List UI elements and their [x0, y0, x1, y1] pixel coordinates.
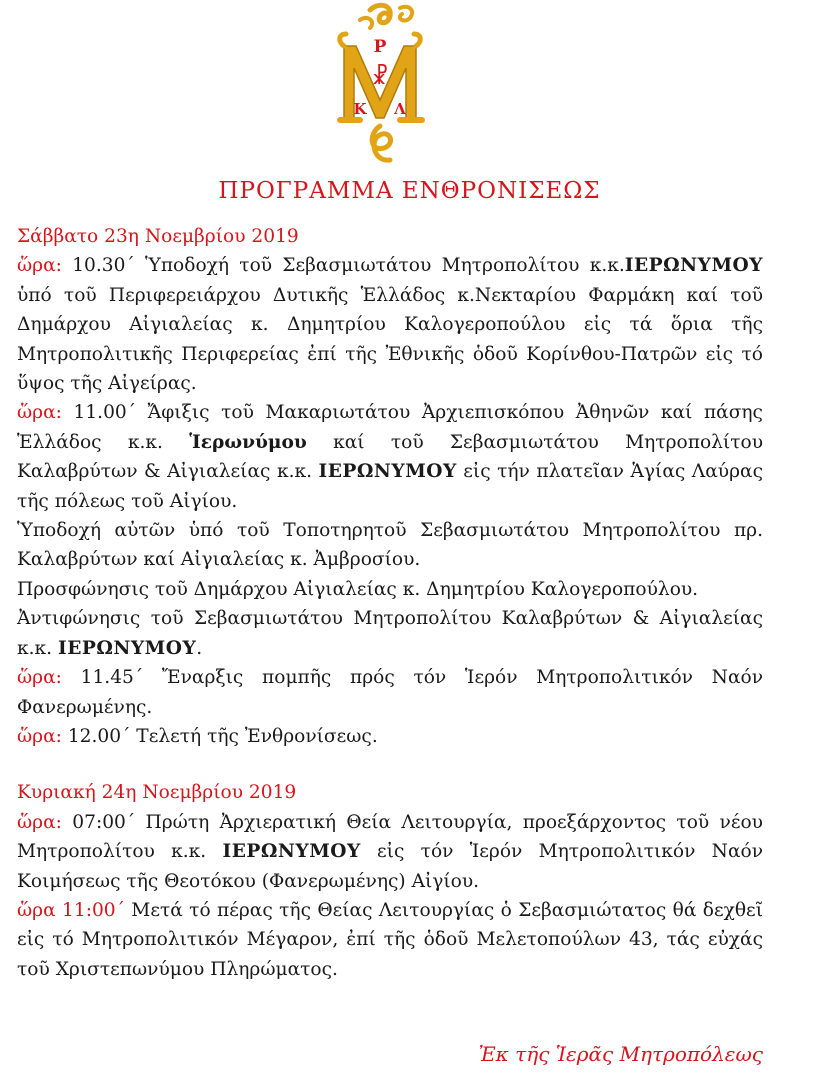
item-text: εἰς τήν πλατεῖαν Ἁγίας Λαύρας τῆς πόλεως τοῦ Αἰγίου. — [17, 461, 763, 512]
time-value: 11.45΄ — [80, 667, 144, 689]
reply-paragraph — [17, 604, 763, 663]
hour-label: ὥρα — [17, 899, 56, 921]
saturday-item-2 — [17, 398, 763, 516]
saturday-item-4 — [17, 722, 763, 751]
item-text: Ἀντιφώνησις τοῦ Σεβασμιωτάτου Μητροπολίτου Καλαβρύτων & Αἰγιαλείας κ.κ. — [17, 608, 763, 659]
footer-signature: Ἐκ τῆς Ἱερᾶς Μητροπόλεως — [478, 1042, 763, 1066]
item-text: Πρώτη Ἀρχιερατική Θεία Λειτουργία, προεξάρχοντος τοῦ νέου Μητροπολίτου κ.κ. — [17, 811, 763, 863]
time-value: 11.00΄ — [73, 402, 137, 424]
program-body — [17, 222, 763, 984]
sunday-heading: Κυριακή 24η Νοεμβρίου 2019 — [17, 782, 297, 804]
item-text: ὑπό τοῦ Περιφερειάρχου Δυτικῆς Ἑλλάδος κ.Νεκταρίου Φαρμάκη καί τοῦ Δημάρχου Αἰγιαλείας κ. Δημητρίου Καλογεροπούλου εἰς τά ὅρια τῆς Μητροπολιτικῆς Περιφερείας ἐπί τῆς Ἐθνικῆς ὁδοῦ Κορίνθου-Πατρῶν εἰς τό ὕψος τῆς Αἰγείρας. — [17, 284, 763, 395]
saturday-item-1 — [17, 251, 763, 398]
time-value: 12.00΄ — [67, 725, 131, 747]
address-paragraph: Προσφώνησις τοῦ Δημάρχου Αἰγιαλείας κ. Δημητρίου Καλογεροπούλου. — [17, 578, 699, 600]
item-text: καί τοῦ Σεβασμιωτάτου Μητροπολίτου Καλαβρύτων & Αἰγιαλείας κ.κ. — [17, 431, 763, 483]
hour-label: ὥρα: — [17, 811, 62, 833]
metropolitan-name: ΙΕΡΩΝΥΜΟΥ — [318, 461, 457, 483]
page-title: ΠΡΟΓΡΑΜΜΑ ΕΝΘΡΟΝΙΣΕΩΣ — [218, 178, 601, 204]
archbishop-name: Ἱερωνύμου — [189, 431, 307, 453]
logo-rho-letter: Ρ — [373, 37, 387, 57]
item-text: Ἄφιξις τοῦ Μακαριωτάτου Ἀρχιεπισκόπου Ἀθηνῶν καί πάσης Ἑλλάδος κ.κ. — [17, 402, 763, 453]
metropolitan-name: ΙΕΡΩΝΥΜΟΥ — [624, 255, 763, 277]
logo-lambda-letter: Λ — [394, 100, 406, 118]
item-text: Ἔναρξις πομπῆς πρός τόν Ἱερόν Μητροπολιτικόν Ναόν Φανερωμένης. — [17, 667, 763, 718]
item-text: εἰς τόν Ἱερόν Μητροπολιτικόν Ναόν Κοιμήσεως τῆς Θεοτόκου (Φανερωμένης) Αἰγίου. — [17, 841, 763, 892]
reception-paragraph: Ὑποδοχή αὐτῶν ὑπό τοῦ Τοποτηρητοῦ Σεβασμιωτάτου Μητροπολίτου πρ. Καλαβρύτων καί Αἰγιαλείας κ. Ἀμβροσίου. — [17, 520, 763, 571]
logo-chi-cross: ☧ — [371, 65, 389, 90]
sunday-item-1 — [17, 808, 763, 896]
hour-label: ὥρα: — [17, 402, 62, 424]
hour-label: ὥρα: — [17, 255, 62, 277]
sentence-end: . — [196, 637, 203, 659]
section-spacer — [17, 751, 763, 778]
hour-label: ὥρα: — [17, 725, 62, 747]
metropolis-monogram-logo — [330, 2, 430, 172]
time-value: 11:00΄ — [62, 899, 125, 921]
metropolitan-name: ΙΕΡΩΝΥΜΟΥ — [58, 637, 197, 659]
saturday-item-3 — [17, 663, 763, 722]
item-text: Μετά τό πέρας τῆς Θείας Λειτουργίας ὁ Σεβασμιώτατος θά δεχθεῖ εἰς τό Μητροπολιτικόν Μέγαρον, ἐπί τῆς ὁδοῦ Μελετοπούλων 43, τάς εὐχάς τοῦ Χριστεπωνύμου Πληρώματος. — [17, 899, 763, 980]
hour-label: ὥρα: — [17, 667, 62, 689]
time-value: 10.30΄ — [72, 255, 135, 277]
sunday-item-2 — [17, 896, 763, 984]
metropolitan-name: ΙΕΡΩΝΥΜΟΥ — [222, 841, 361, 863]
item-text: Τελετή τῆς Ἐνθρονίσεως. — [136, 725, 378, 747]
saturday-heading: Σάββατο 23η Νοεμβρίου 2019 — [17, 226, 299, 247]
logo-kappa-letter: Κ — [353, 100, 367, 118]
item-text: Ὑποδοχή τοῦ Σεβασμιωτάτου Μητροπολίτου κ.κ. — [145, 255, 625, 277]
time-value: 07:00΄ — [72, 811, 136, 833]
